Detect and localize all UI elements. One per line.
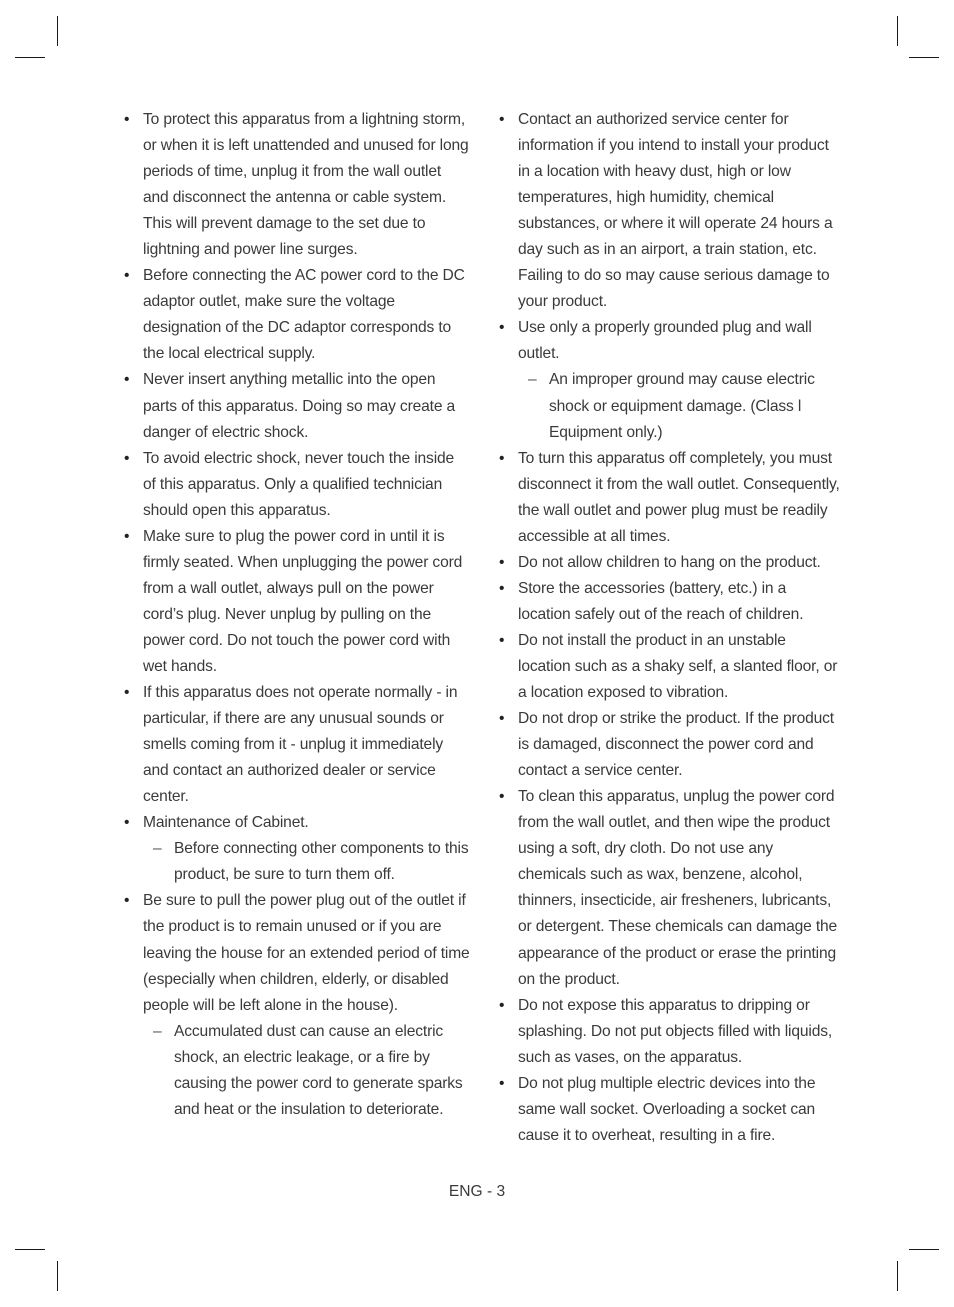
bullet-text: Use only a properly grounded plug and wall outlet. xyxy=(518,319,812,363)
bullet-item xyxy=(124,263,470,367)
bullet-text: Store the accessories (battery, etc.) in a location safely out of the reach of children. xyxy=(518,579,804,623)
bullet-item xyxy=(499,1071,841,1149)
crop-mark-top-right-vertical xyxy=(897,16,898,46)
bullet-item xyxy=(499,550,841,576)
bullet-item xyxy=(499,706,841,784)
bullet-item xyxy=(124,680,470,810)
bullet-text: Never insert anything metallic into the open parts of this apparatus. Doing so may create a danger of electric shock. xyxy=(143,371,456,441)
crop-mark-bottom-right-vertical xyxy=(897,1261,898,1291)
bullet-item xyxy=(124,446,470,524)
bullet-text: Do not install the product in an unstable location such as a shaky self, a slanted floor, or a location exposed to vibration. xyxy=(518,631,838,702)
right-bullet-list xyxy=(499,107,841,1149)
left-bullet-list xyxy=(124,107,470,1123)
bullet-text: Before connecting the AC power cord to the DC adaptor outlet, make sure the voltage designation of the DC adaptor corresponds to the local electrical supply. xyxy=(143,267,465,363)
bullet-item xyxy=(499,628,841,706)
bullet-text: To protect this apparatus from a lightning storm, or when it is left unattended and unused for long periods of time, unplug it from the wall outlet and disconnect the antenna or cable system. This will prevent damage to the set due to lightning and power line surges. xyxy=(143,111,469,259)
bullet-item xyxy=(499,576,841,628)
bullet-text: To clean this apparatus, unplug the power cord from the wall outlet, and then wipe the product using a soft, dry cloth. Do not use any chemicals such as wax, benzene, alcohol, thinners, insecticide, air fresheners, lubricants, or detergent. These chemicals can damage the appearance of the product or erase the printing on the product. xyxy=(518,788,838,988)
bullet-item xyxy=(124,888,470,1122)
bullet-text: Contact an authorized service center for information if you intend to install your product in a location with heavy dust, high or low temperatures, high humidity, chemical substances, or where it will operate 24 hours a day such as in an airport, a train station, etc. Failing to do so may cause serious damage to your product. xyxy=(518,111,833,311)
bullet-text: Make sure to plug the power cord in until it is firmly seated. When unplugging the power cord from a wall outlet, always pull on the power cord’s plug. Never unplug by pulling on the power cord. Do not touch the power cord with wet hands. xyxy=(143,527,463,675)
right-column xyxy=(499,107,841,1149)
bullet-item xyxy=(124,107,470,263)
bullet-item xyxy=(124,524,470,680)
bullet-text: Do not plug multiple electric devices into the same wall socket. Overloading a socket can cause it to overheat, resulting in a fire. xyxy=(518,1074,816,1144)
crop-mark-bottom-right-horizontal xyxy=(909,1249,939,1250)
bullet-text: To avoid electric shock, never touch the inside of this apparatus. Only a qualified technician should open this apparatus. xyxy=(143,449,455,519)
crop-mark-top-left-horizontal xyxy=(15,57,45,58)
bullet-text: Do not allow children to hang on the product. xyxy=(518,553,821,571)
bullet-item xyxy=(124,810,470,888)
sub-list xyxy=(143,836,470,888)
bullet-text: Do not expose this apparatus to dripping or splashing. Do not put objects filled with liquids, such as vases, on the apparatus. xyxy=(518,996,833,1066)
crop-mark-bottom-left-vertical xyxy=(57,1261,58,1291)
bullet-item xyxy=(499,107,841,315)
left-column xyxy=(124,107,470,1123)
bullet-text: Maintenance of Cabinet. xyxy=(143,814,309,832)
crop-mark-bottom-left-horizontal xyxy=(15,1249,45,1250)
bullet-item xyxy=(499,784,841,992)
crop-mark-top-left-vertical xyxy=(57,16,58,46)
crop-mark-top-right-horizontal xyxy=(909,57,939,58)
sub-item: – Before connecting other components to this product, be sure to turn them off. xyxy=(143,836,470,888)
sub-item: – An improper ground may cause electric shock or equipment damage. (Class l Equipment only.) xyxy=(518,367,841,445)
sub-list xyxy=(143,1019,470,1123)
sub-item: – Accumulated dust can cause an electric shock, an electric leakage, or a fire by causing the power cord to generate sparks and heat or the insulation to deteriorate. xyxy=(143,1019,470,1123)
bullet-text: Be sure to pull the power plug out of the outlet if the product is to remain unused or if you are leaving the house for an extended period of time (especially when children, elderly, or disabled people will be left alone in the house). xyxy=(143,892,470,1014)
bullet-item xyxy=(124,367,470,445)
sub-list xyxy=(518,367,841,445)
bullet-item xyxy=(499,446,841,550)
bullet-text: If this apparatus does not operate normally - in particular, if there are any unusual sounds or smells coming from it - unplug it immediately and contact an authorized dealer or service center. xyxy=(143,684,458,806)
page-number: ENG - 3 xyxy=(448,1183,506,1200)
bullet-text: To turn this apparatus off completely, you must disconnect it from the wall outlet. Consequently, the wall outlet and power plug must be readily accessible at all times. xyxy=(518,449,840,545)
bullet-item xyxy=(499,315,841,445)
bullet-text: Do not drop or strike the product. If the product is damaged, disconnect the power cord and contact a service center. xyxy=(518,710,834,780)
bullet-item xyxy=(499,993,841,1071)
